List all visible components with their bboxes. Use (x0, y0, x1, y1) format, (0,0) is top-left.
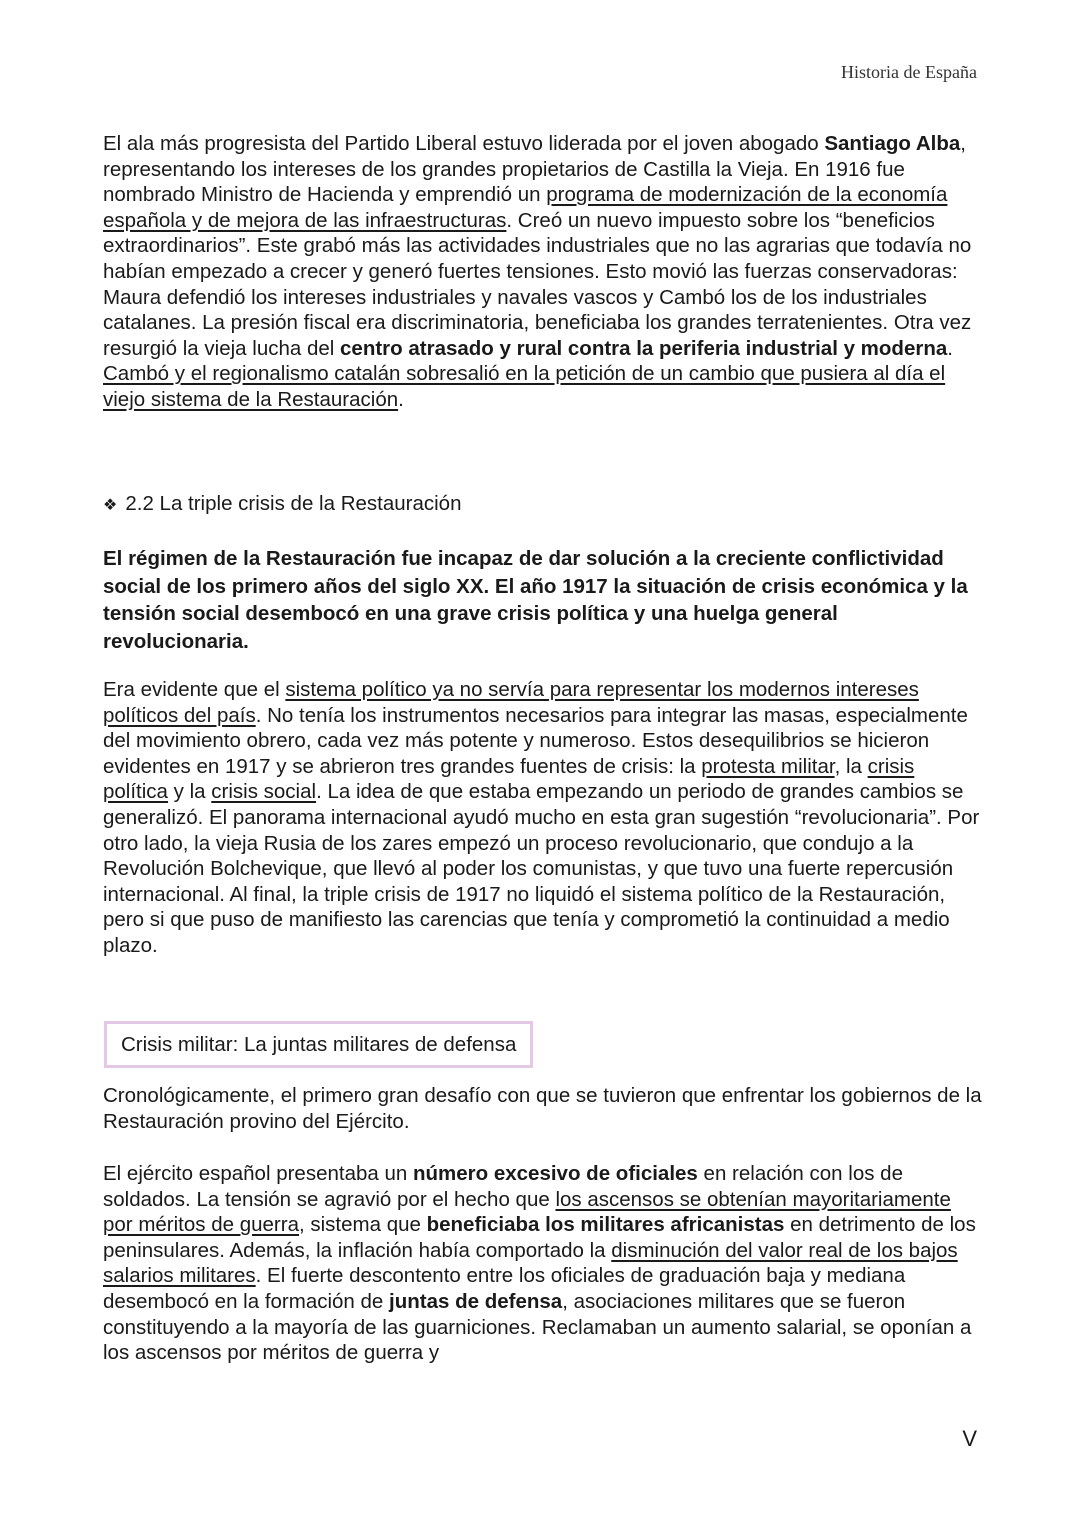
text-run: , la (834, 754, 868, 778)
text-run: y la (167, 780, 212, 804)
text-run: . (398, 387, 404, 411)
text-run: . El fuerte descontento entre los oficiales de graduación baja y mediana desembocó en la formación de (103, 1264, 906, 1313)
paragraph-cronologicamente: Cronológicamente, el primero gran desafío con que se tuvieron que enfrentar los gobiernos de la Restauración provino del Ejército. (103, 1084, 982, 1133)
text-run: , sistema que (298, 1213, 427, 1237)
running-header: Historia de España (841, 62, 977, 82)
section-heading (103, 492, 461, 516)
underlined-text: protesta militar (701, 754, 835, 778)
section-heading-text: 2.2 La triple crisis de la Restauración (125, 492, 462, 515)
bold-text: número excesivo de oficiales (412, 1162, 698, 1185)
text-run: . (947, 336, 953, 360)
text-run: Era evidente que el (103, 678, 286, 701)
text-run: , representando los intereses de los grandes propietarios de Castilla la Vieja. En 1916 fue nombrado Ministro de Hacienda y emprendió un (103, 132, 966, 207)
underlined-text: crisis social (211, 780, 317, 804)
text-run: El ejército español presentaba un (103, 1162, 413, 1185)
diamond-bullet-icon: ❖ (103, 497, 118, 514)
underlined-text: programa de modernización de la economía española y de mejora de las infraestructuras (103, 183, 948, 232)
bold-text: beneficiaba los militares africanistas (426, 1213, 785, 1237)
paragraph-santiago-alba (103, 131, 983, 413)
text-run: . Creó un nuevo impuesto sobre los “beneficios extraordinarios”. Este grabó más las actividades industriales que no las agrarias que todavía no habían empezado a crecer y generó fuertes tensiones. Esto movió las fuerzas conservadoras: Maura defendió los intereses industriales y navales vascos y Cambó los de los industriales catalanes. La presión fiscal era discriminatoria, beneficiaba los grandes terratenientes. Otra vez resurgió la vieja lucha del (103, 208, 972, 360)
bold-text: juntas de defensa (389, 1289, 563, 1313)
text-run: en relación con los de soldados. La tensión se agravió por el hecho que (103, 1162, 903, 1211)
text-run: en detrimento de los peninsulares. Además, la inflación había comportado la (103, 1213, 976, 1262)
paragraph-ejercito (103, 1161, 983, 1366)
intro-paragraph: El régimen de la Restauración fue incapaz de dar solución a la creciente conflictividad social de los primero años del siglo XX. El año 1917 la situación de crisis económica y la tensión social desembocó en una grave crisis política y una huelga general revolucionaria. (103, 547, 968, 653)
text-run: . La idea de que estaba empezando un periodo de grandes cambios se generalizó. El panorama internacional ayudó mucho en esta gran sugestión “revolucionaria”. Por otro lado, la vieja Rusia de los zares empezó un proceso revolucionario, que condujo a la Revolución Bolchevique, que llevó al poder los comunistas, y que tuvo una fuerte repercusión internacional. Al final, la triple crisis de 1917 no liquidó el sistema político de la Restauración, pero si que puso de manifiesto las carencias que tenía y comprometió la continuidad a medio plazo. (103, 780, 980, 957)
underlined-text: Cambó y el regionalismo catalán sobresalió en la petición de un cambio que pusiera al día el viejo sistema de la Restauración (103, 362, 946, 411)
text-run: El ala más progresista del Partido Liberal estuvo liderada por el joven abogado (103, 132, 825, 155)
underlined-text: disminución del valor real de los bajos salarios militares (103, 1238, 958, 1288)
underlined-text: crisis política (103, 754, 915, 804)
bold-text: centro atrasado y rural contra la periferia industrial y moderna (340, 336, 948, 360)
text-run: . No tenía los instrumentos necesarios para integrar las masas, especialmente del movimiento obrero, cada vez más potente y numeroso. Estos desequilibrios se hicieron evidentes en 1917 y se abrieron tres grandes fuentes de crisis: la (103, 703, 968, 778)
page-number: V (962, 1426, 977, 1451)
underlined-text: sistema político ya no servía para representar los modernos intereses políticos del país (103, 678, 919, 727)
paragraph-sistema-politico (103, 677, 983, 959)
boxed-subheading: Crisis militar: La juntas militares de defensa (104, 1021, 533, 1068)
underlined-text: los ascensos se obtenían mayoritariamente por méritos de guerra (103, 1187, 951, 1237)
text-run: , asociaciones militares que se fueron constituyendo a la mayoría de las guarniciones. Reclamaban un aumento salarial, se oponían a los ascensos por méritos de guerra y (103, 1289, 972, 1365)
bold-text: Santiago Alba (824, 132, 961, 155)
